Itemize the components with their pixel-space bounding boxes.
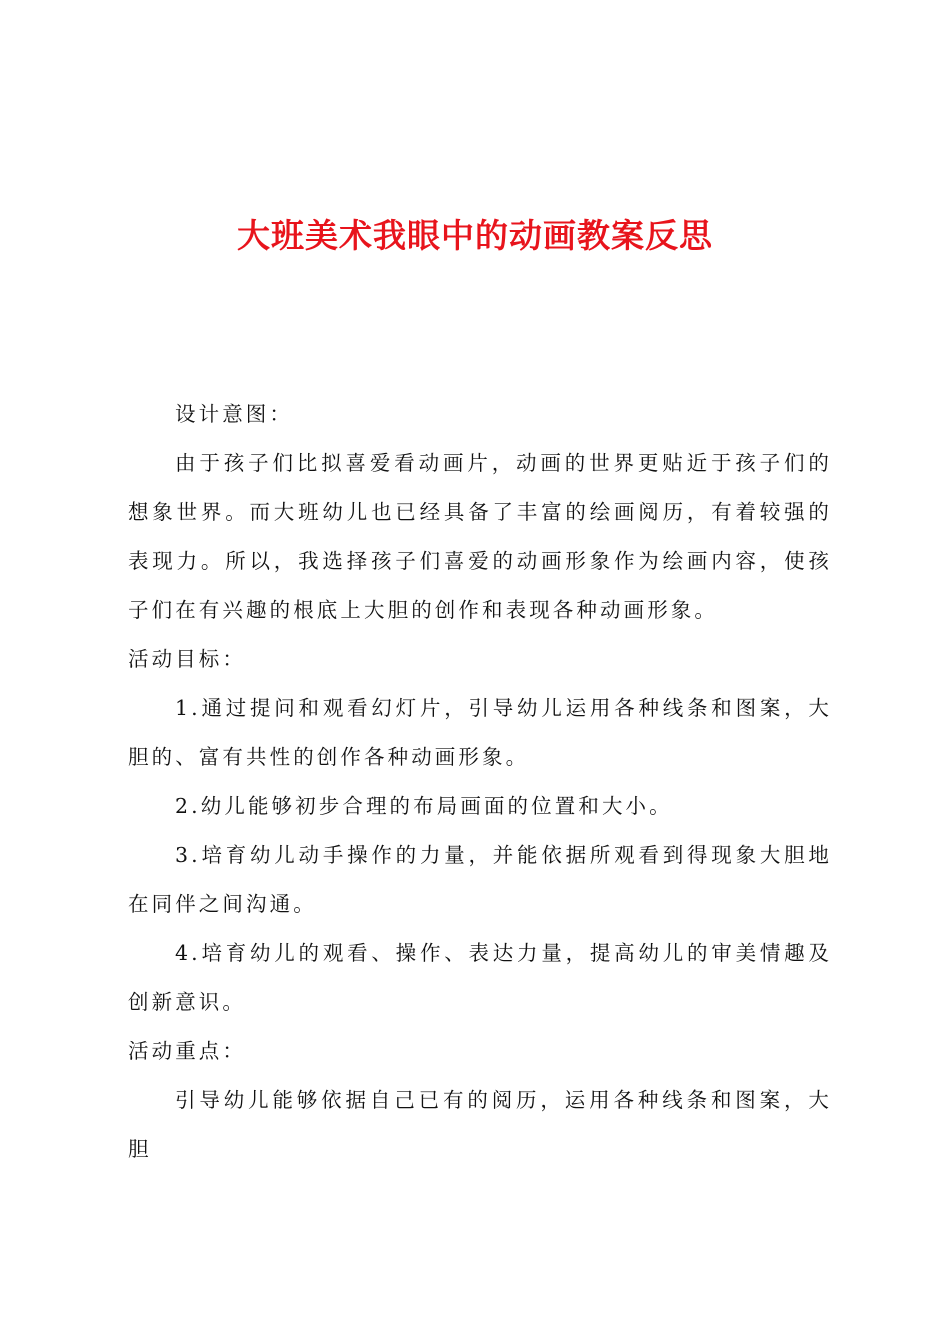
section-heading-design-intent: 设计意图：: [175, 402, 293, 426]
section-heading-activity-focus: 活动重点：: [128, 1039, 246, 1063]
document-title: 大班美术我眼中的动画教案反思: [237, 216, 713, 255]
list-item-goal-3: 3.培育幼儿动手操作的力量，并能依据所观看到得现象大胆地在同伴之间沟通。: [128, 843, 832, 916]
paragraph-design-intent: 由于孩子们比拟喜爱看动画片，动画的世界更贴近于孩子们的想象世界。而大班幼儿也已经具备了丰富的绘画阅历，有着较强的表现力。所以，我选择孩子们喜爱的动画形象作为绘画内容，使孩子们在有兴趣的根底上大胆的创作和表现各种动画形象。: [128, 451, 832, 622]
list-item-goal-2: 2.幼儿能够初步合理的布局画面的位置和大小。: [175, 794, 673, 818]
list-item-goal-1: 1.通过提问和观看幻灯片，引导幼儿运用各种线条和图案，大胆的、富有共性的创作各种动画形象。: [128, 696, 832, 769]
document-body: [128, 390, 832, 1174]
list-item-goal-4: 4.培育幼儿的观看、操作、表达力量，提高幼儿的审美情趣及创新意识。: [128, 941, 832, 1014]
section-heading-activity-goals: 活动目标：: [128, 647, 246, 671]
paragraph-activity-focus: 引导幼儿能够依据自己已有的阅历，运用各种线条和图案，大胆: [128, 1088, 832, 1161]
